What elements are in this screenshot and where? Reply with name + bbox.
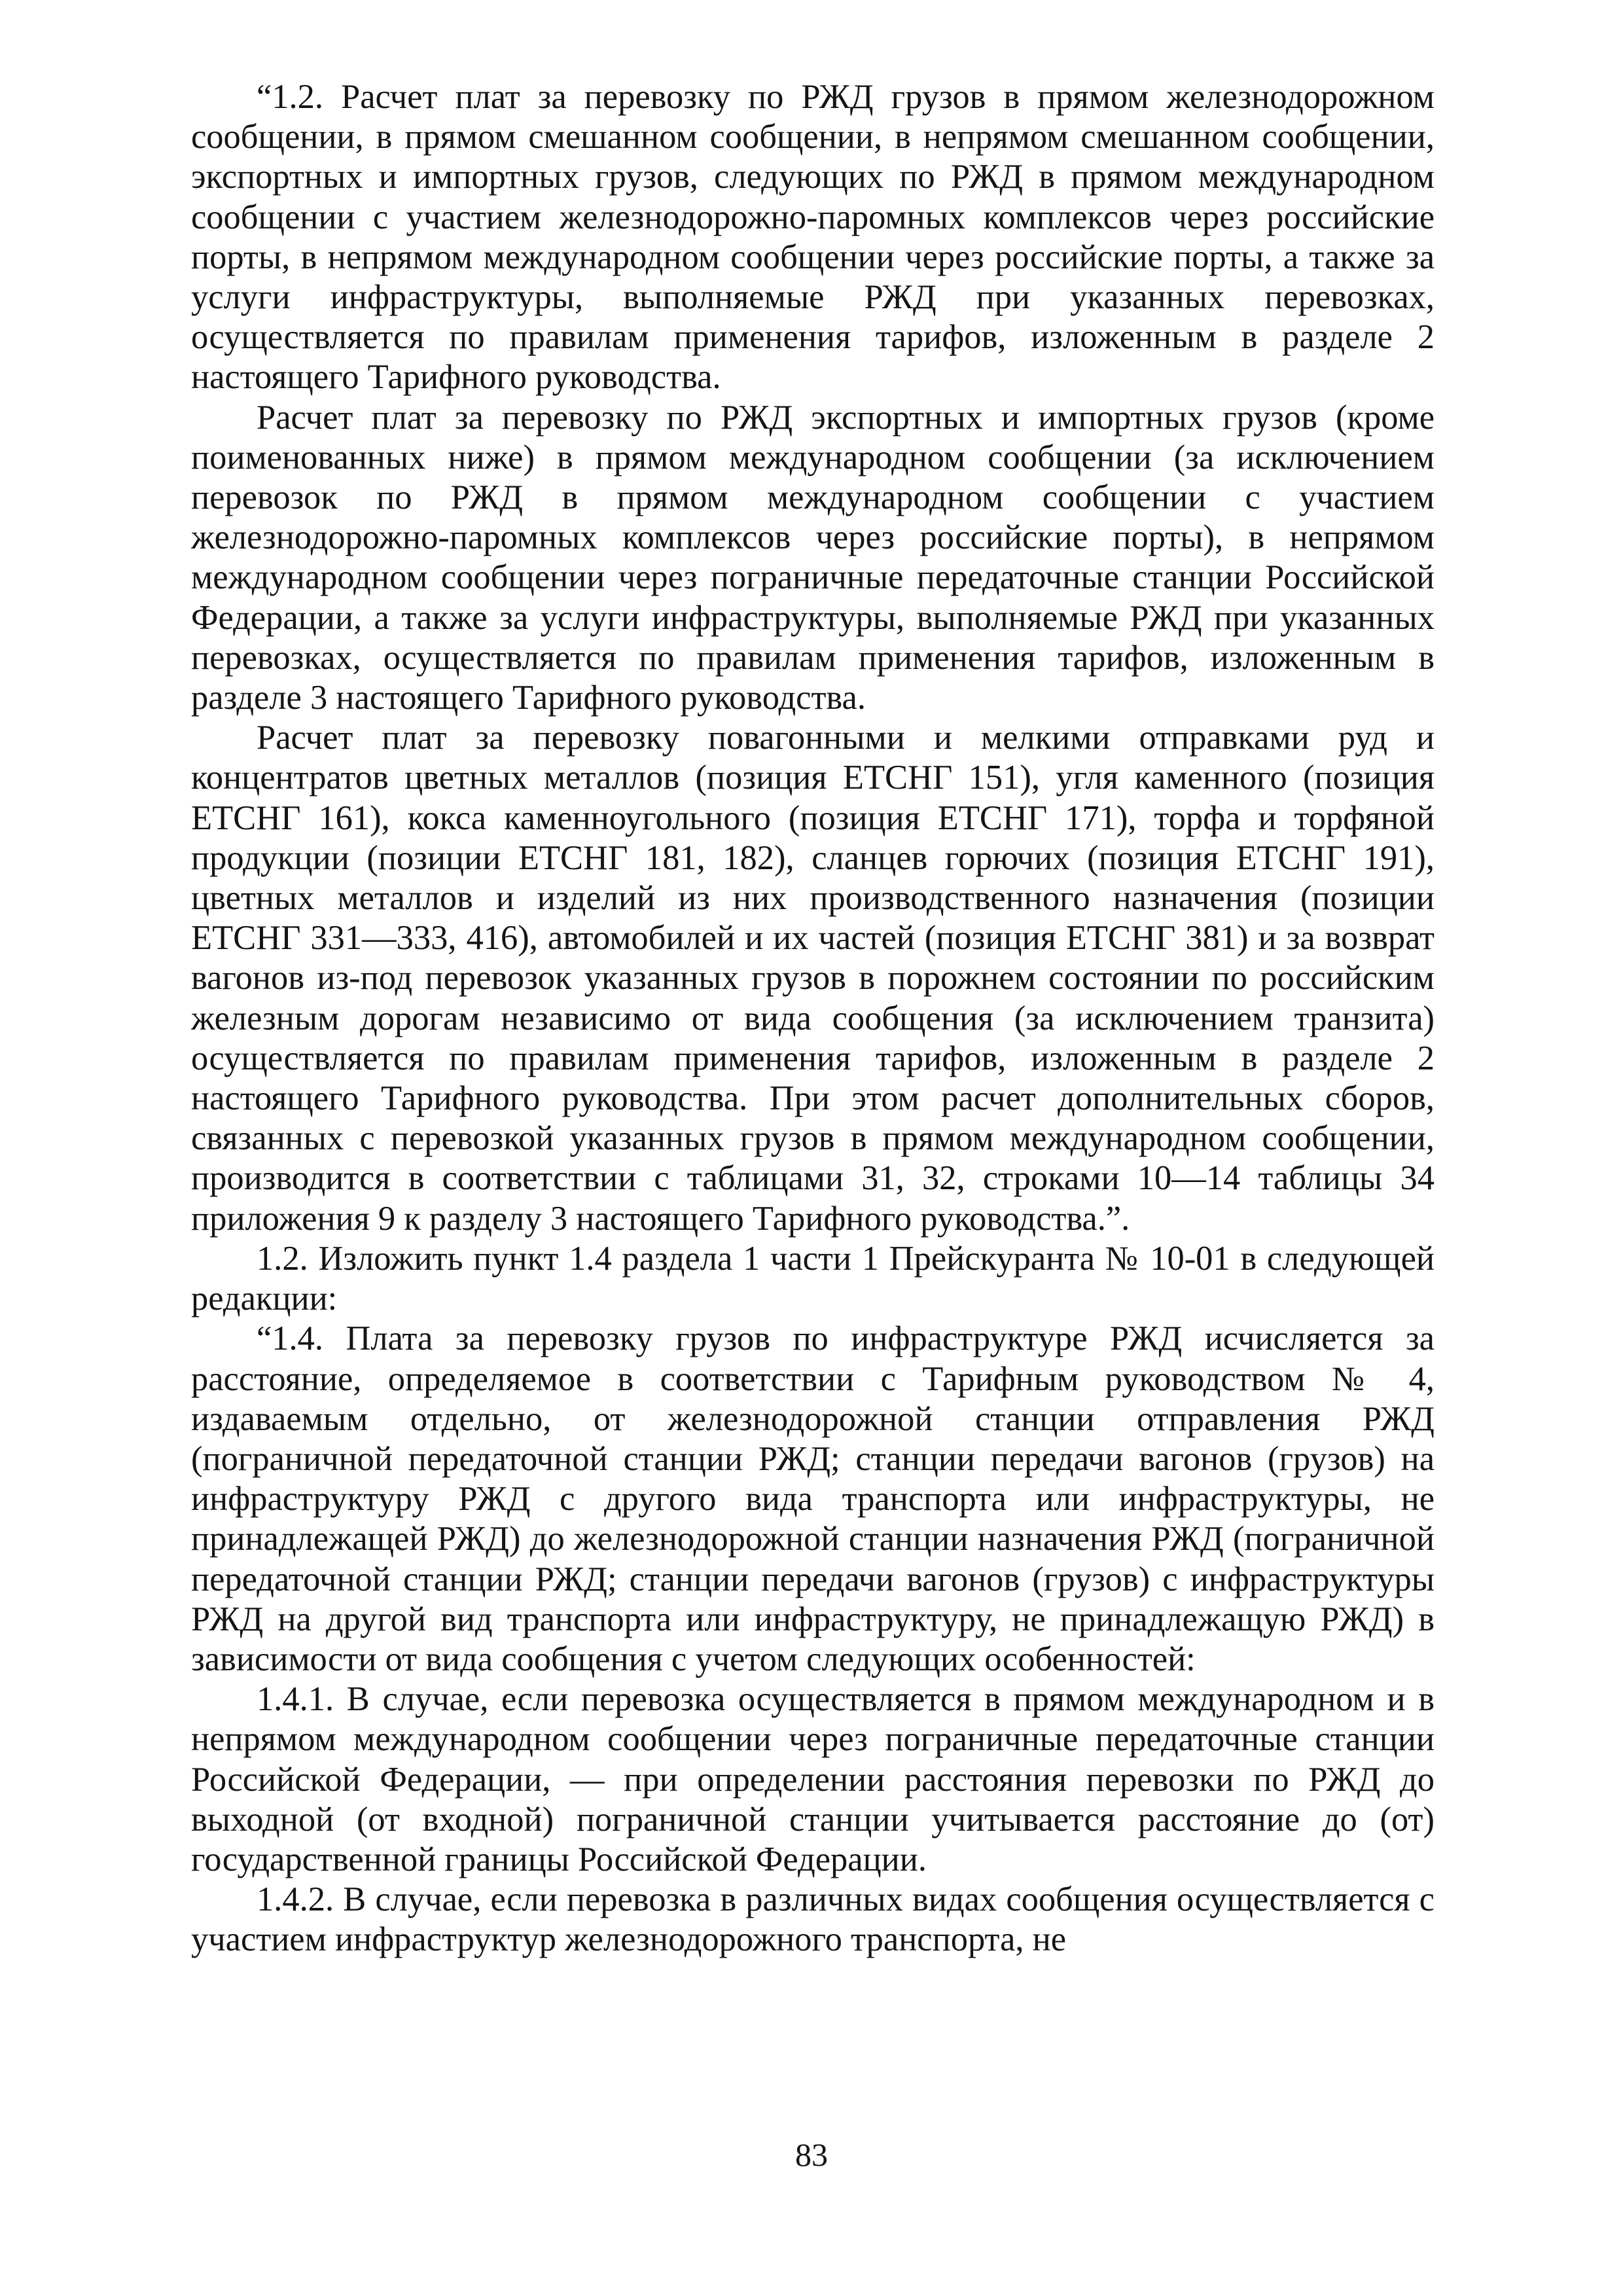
- paragraph-1-4-1: 1.4.1. В случае, если перевозка осуществляется в прямом международном и в непрямом международном сообщении через пограничные передаточные станции Российской Федерации, — при определении расстояния перевозки по РЖД до выходной (от входной) пограничной станции учитывается расстояние до (от) государственной границы Российской Федерации.: [191, 1680, 1435, 1878]
- document-page: [191, 77, 1435, 2257]
- paragraph-1-2-amend: 1.2. Изложить пункт 1.4 раздела 1 части 1 Прейскуранта № 10-01 в следующей редакции:: [191, 1239, 1435, 1318]
- page-number: 83: [795, 2136, 828, 2173]
- paragraph-1-2-quoted: “1.2. Расчет плат за перевозку по РЖД грузов в прямом железнодорожном сообщении, в прямом смешанном сообщении, в непрямом смешанном сообщении, экспортных и импортных грузов, следующих по РЖД в прямом международном сообщении с участием железнодорожно-паромных комплексов через российские порты, в непрямом международном сообщении через российские порты, а также за услуги инфраструктуры, выполняемые РЖД при указанных перевозках, осуществляется по правилам применения тарифов, изложенным в разделе 2 настоящего Тарифного руководства.: [191, 78, 1435, 397]
- paragraph-ores-coal: Расчет плат за перевозку повагонными и мелкими отправками руд и концентратов цветных металлов (позиция ЕТСНГ 151), угля каменного (позиция ЕТСНГ 161), кокса каменноугольного (позиция ЕТСНГ 171), торфа и торфяной продукции (позиции ЕТСНГ 181, 182), сланцев горючих (позиция ЕТСНГ 191), цветных металлов и изделий из них производственного назначения (позиции ЕТСНГ 331—333, 416), автомобилей и их частей (позиция ЕТСНГ 381) и за возврат вагонов из-под перевозок указанных грузов в порожнем состоянии по российским железным дорогам независимо от вида сообщения (за исключением транзита) осуществляется по правилам применения тарифов, изложенным в разделе 2 настоящего Тарифного руководства. При этом расчет дополнительных сборов, связанных с перевозкой указанных грузов в прямом международном сообщении, производится в соответствии с таблицами 31, 32, строками 10—14 таблицы 34 приложения 9 к разделу 3 настоящего Тарифного руководства.”.: [191, 719, 1435, 1238]
- paragraph-1-4: “1.4. Плата за перевозку грузов по инфраструктуре РЖД исчисляется за расстояние, определяемое в соответствии с Тарифным руководством № 4, издаваемым отдельно, от железнодорожной станции отправления РЖД (пограничной передаточной станции РЖД; станции передачи вагонов (грузов) на инфраструктуру РЖД с другого вида транспорта или инфраструктуры, не принадлежащей РЖД) до железнодорожной станции назначения РЖД (пограничной передаточной станции РЖД; станции передачи вагонов (грузов) с инфраструктуры РЖД на другой вид транспорта или инфраструктуру, не принадлежащую РЖД) в зависимости от вида сообщения с учетом следующих особенностей:: [191, 1319, 1435, 1678]
- paragraph-1-4-2: 1.4.2. В случае, если перевозка в различных видах сообщения осуществляется с участием инфраструктур железнодорожного транспорта, не: [191, 1880, 1435, 1959]
- paragraph-export-import: Расчет плат за перевозку по РЖД экспортных и импортных грузов (кроме поименованных ниже) в прямом международном сообщении (за исключением перевозок по РЖД в прямом международном сообщении с участием железнодорожно-паромных комплексов через российские порты), в непрямом международном сообщении через пограничные передаточные станции Российской Федерации, а также за услуги инфраструктуры, выполняемые РЖД при указанных перевозках, осуществляется по правилам применения тарифов, изложенным в разделе 3 настоящего Тарифного руководства.: [191, 398, 1435, 717]
